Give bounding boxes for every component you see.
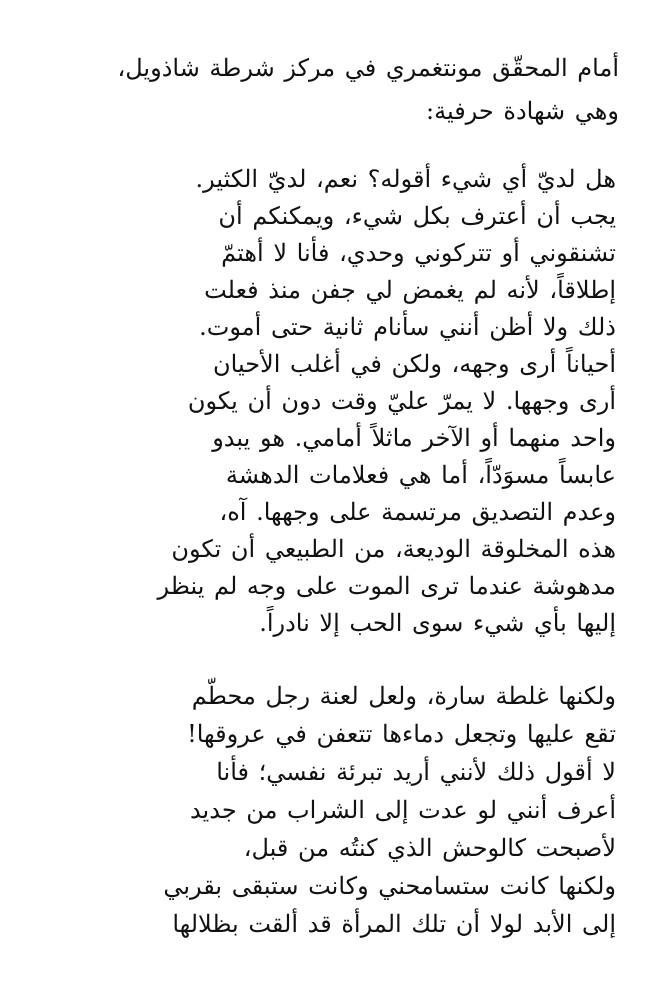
intro-line: أمام المحقّق مونتغمري في مركز شرطة شاذويل، [117, 54, 619, 82]
paragraph-line: لأصبحت كالوحش الذي كنتُه من قبل، [243, 834, 616, 862]
paragraph-line: ذلك ولا أظن أنني سأنام ثانية حتى أموت. [199, 313, 616, 341]
paragraph-line: إطلاقاً، لأنه لم يغمض لي جفن منذ فعلت [204, 276, 616, 304]
paragraph-line: إلى الأبد لولا أن تلك المرأة قد ألقت بظلالها [172, 910, 616, 938]
paragraph-line: عابساً مسوَدّاً، أما هي فعلامات الدهشة [225, 461, 616, 489]
paragraph-line: أرى وجهها. لا يمرّ عليّ وقت دون أن يكون [187, 387, 616, 415]
paragraph-line: إليها بأي شيء سوى الحب إلا نادراً. [259, 609, 616, 637]
paragraph-line: هل لديّ أي شيء أقوله؟ نعم، لديّ الكثير. [195, 165, 616, 193]
paragraph-line: واحد منهما أو الآخر ماثلاً أمامي. هو يبدو [212, 424, 616, 452]
intro-line: وهي شهادة حرفية: [426, 97, 619, 125]
paragraph-line: أحياناً أرى وجهه، ولكن في أغلب الأحيان [213, 350, 616, 378]
paragraph-line: ولكنها غلطة سارة، ولعل لعنة رجل محطّم [191, 682, 616, 710]
paragraph-line: مدهوشة عندما ترى الموت على وجه لم ينظر [157, 572, 616, 600]
paragraph-line: تقع عليها وتجعل دماءها تتعفن في عروقها! [187, 720, 616, 748]
paragraph-line: أعرف أنني لو عدت إلى الشراب من جديد [189, 796, 616, 824]
paragraph-line: ولكنها كانت ستسامحني وكانت ستبقى بقربي [163, 872, 616, 900]
paragraph-line: هذه المخلوقة الوديعة، من الطبيعي أن تكون [171, 535, 616, 563]
paragraph-line: يجب أن أعترف بكل شيء، ويمكنكم أن [218, 202, 616, 230]
paragraph-line: تشنقوني أو تتركوني وحدي، فأنا لا أهتمّ [221, 239, 616, 267]
paragraph-line: وعدم التصديق مرتسمة على وجهها. آه، [219, 498, 616, 526]
paragraph-line: لا أقول ذلك لأنني أريد تبرئة نفسي؛ فأنا [216, 758, 616, 786]
